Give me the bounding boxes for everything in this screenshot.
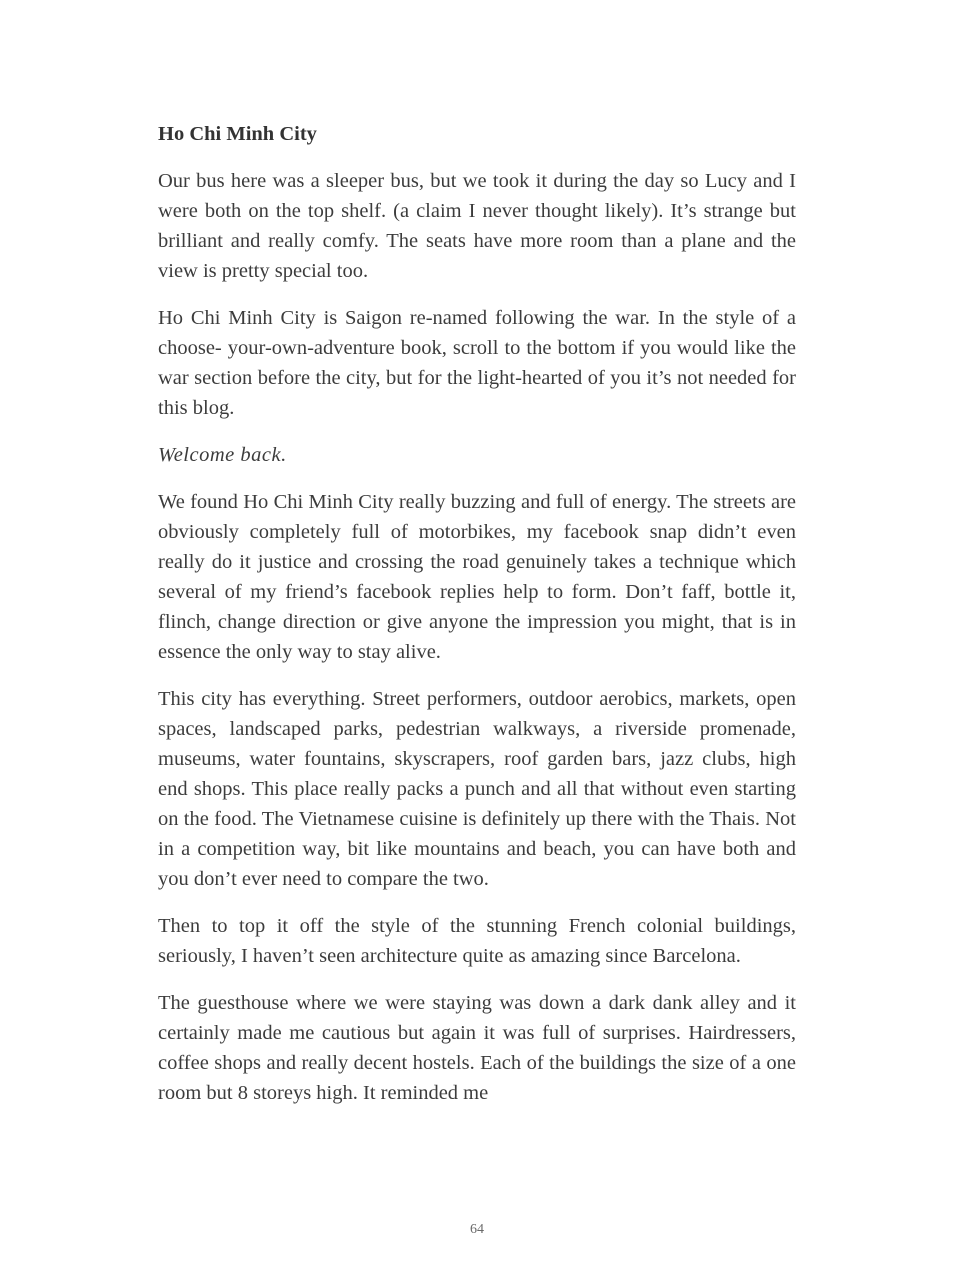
paragraph-guesthouse: The guesthouse where we were staying was down a dark dank alley and it certainly made me cautious but again it was full of surprises. Hairdressers, coffee shops and really decent hostels. Each of the buildings the size of a one room but 8 storeys high. It reminded me [158, 992, 796, 1104]
paragraph-bus: Our bus here was a sleeper bus, but we took it during the day so Lucy and I were both on the top shelf. (a claim I never thought likely). It’s strange but brilliant and really comfy. The seats have more room than a plane and the view is pretty special too. [158, 170, 796, 282]
paragraph-saigon: Ho Chi Minh City is Saigon re-named following the war. In the style of a choose- your-own-adventure book, scroll to the bottom if you would like the war section before the city, but for the light-hearted of you it’s not needed for this blog. [158, 307, 796, 419]
section-heading: Ho Chi Minh City [158, 123, 317, 145]
page-number: 64 [470, 1222, 484, 1237]
paragraph-colonial-buildings: Then to top it off the style of the stunning French colonial buildings, seriously, I haven’t seen architecture quite as amazing since Barcelona. [158, 915, 796, 967]
paragraph-motorbikes: We found Ho Chi Minh City really buzzing and full of energy. The streets are obviously completely full of motorbikes, my facebook snap didn’t even really do it justice and crossing the road genuinely takes a technique which several of my friend’s facebook replies help to form. Don’t faff, bottle it, flinch, change direction or give anyone the impression you might, that is in essence the only way to stay alive. [158, 491, 796, 663]
page-content [158, 119, 796, 1125]
paragraph-city-everything: This city has everything. Street performers, outdoor aerobics, markets, open spaces, landscaped parks, pedestrian walkways, a riverside promenade, museums, water fountains, skyscrapers, roof garden bars, jazz clubs, high end shops. This place really packs a punch and all that without even starting on the food. The Vietnamese cuisine is definitely up there with the Thais. Not in a competition way, bit like mountains and beach, you can have both and you don’t ever need to compare the two. [158, 688, 796, 890]
paragraph-welcome-back: Welcome back. [158, 444, 287, 466]
